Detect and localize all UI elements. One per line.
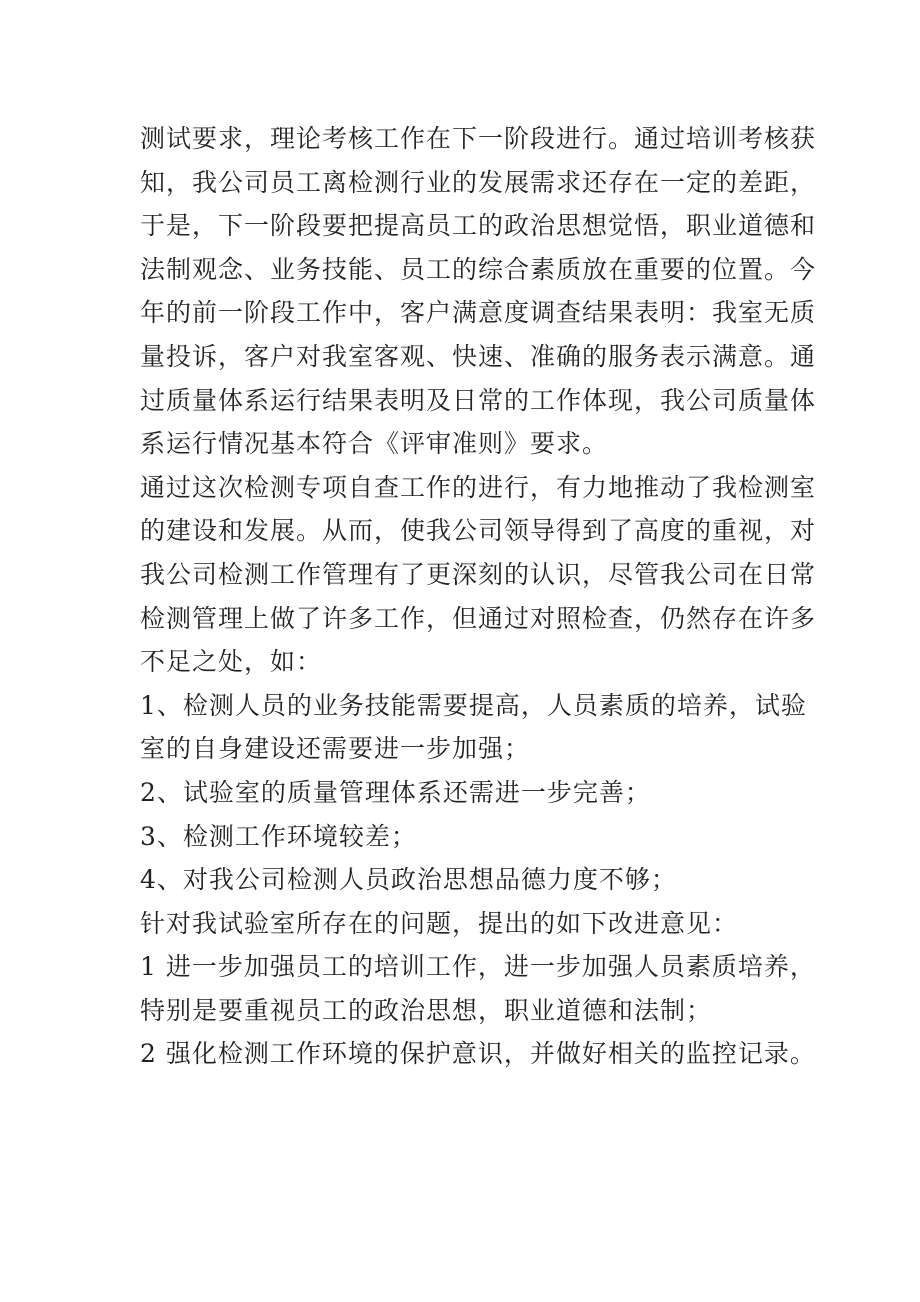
text-line: 系运行情况基本符合《评审准则》要求。 bbox=[140, 429, 609, 459]
document-body bbox=[140, 117, 817, 1076]
text-line: 针对我试验室所存在的问题，提出的如下改进意见： bbox=[140, 908, 739, 938]
text-line: 通过这次检测专项自查工作的进行，有力地推动了我检测室 bbox=[140, 472, 817, 502]
list-item-line: 1 进一步加强员工的培训工作，进一步加强人员素质培养， bbox=[140, 952, 816, 982]
list-item-line: 特别是要重视员工的政治思想，职业道德和法制； bbox=[140, 995, 713, 1025]
list-item-line: 室的自身建设还需要进一步加强； bbox=[140, 734, 531, 764]
text-line: 法制观念、业务技能、员工的综合素质放在重要的位置。今 bbox=[140, 254, 817, 284]
text-line: 的建设和发展。从而，使我公司领导得到了高度的重视，对 bbox=[140, 516, 817, 546]
text-line: 年的前一阶段工作中，客户满意度调查结果表明：我室无质 bbox=[140, 298, 817, 328]
text-line: 于是，下一阶段要把提高员工的政治思想觉悟，职业道德和 bbox=[140, 211, 817, 241]
list-item-line: 2 强化检测工作环境的保护意识，并做好相关的监控记录。 bbox=[140, 1039, 816, 1069]
text-line: 知，我公司员工离检测行业的发展需求还存在一定的差距， bbox=[140, 167, 817, 197]
list-item-line: 1、检测人员的业务技能需要提高，人员素质的培养，试验 bbox=[140, 690, 807, 720]
text-line: 过质量体系运行结果表明及日常的工作体现，我公司质量体 bbox=[140, 385, 817, 415]
list-item-line: 2、试验室的质量管理体系还需进一步完善； bbox=[140, 777, 651, 807]
list-item-line: 4、对我公司检测人员政治思想品德力度不够； bbox=[140, 865, 677, 895]
text-line: 检测管理上做了许多工作，但通过对照检查，仍然存在许多 bbox=[140, 603, 817, 633]
text-line: 不足之处，如： bbox=[140, 647, 323, 677]
list-item-line: 3、检测工作环境较差； bbox=[140, 821, 417, 851]
text-line: 我公司检测工作管理有了更深刻的认识，尽管我公司在日常 bbox=[140, 559, 817, 589]
text-line: 测试要求，理论考核工作在下一阶段进行。通过培训考核获 bbox=[140, 124, 817, 153]
text-line: 量投诉，客户对我室客观、快速、准确的服务表示满意。通 bbox=[140, 341, 817, 371]
